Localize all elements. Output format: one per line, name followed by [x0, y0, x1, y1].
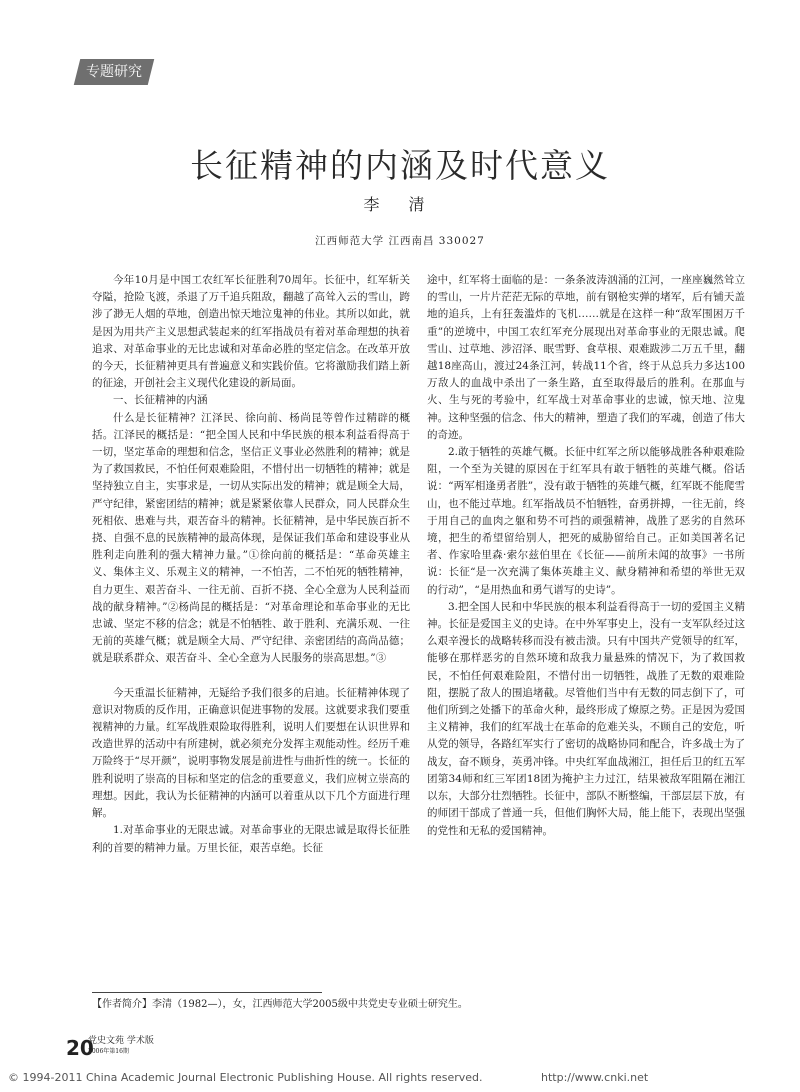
right-column — [427, 272, 745, 840]
journal-title: 党史文苑 — [88, 1036, 125, 1046]
footnote-divider — [92, 992, 322, 993]
paragraph: 3.把全国人民和中华民族的根本利益看得高于一切的爱国主义精神。长征是爱国主义的史诗。在中外军事史上，没有一支军队经过这么艰辛漫长的战略转移而没有被击溃。只有中国共产党领导的红军，能够在那样恶劣的自然环境和敌我力量悬殊的情况下，为了救国救民，不怕任何艰难险阻，不惜付出一切牺牲，战胜了无数的艰难险阻，摆脱了敌人的围追堵截。尽管他们当中有无数的同志倒下了，可他们所到之处播下的革命火种，最终形成了燎原之势。正是因为爱国主义精神，我们的红军战士在革命的危难关头，不顾自己的安危，听从党的领导，各路红军实行了密切的战略协同和配合，许多战士为了战友，奋不顾身，英勇冲锋。中央红军血战湘江，担任后卫的红五军团第34师和红三军团18团为掩护主力过江，结果被敌军阻隔在湘江以东，大部分壮烈牺牲。长征中，部队不断整编，干部层层下放，有的师团干部成了普通一兵，但他们胸怀大局，能上能下，表现出坚强的党性和无私的爱国精神。 — [427, 600, 745, 837]
paragraph: 什么是长征精神？江泽民、徐向前、杨尚昆等曾作过精辟的概括。江泽民的概括是：“把全国人民和中华民族的根本利益看得高于一切，坚定革命的理想和信念，坚信正义事业必然胜利的精神；就是为了救国救民，不怕任何艰难险阻，不惜付出一切牺牲的精神；就是坚持独立自主，实事求是，一切从实际出发的精神；就是顾全大局，严守纪律，紧密团结的精神；就是紧紧依靠人民群众，同人民群众生死相依、患难与共，艰苦奋斗的精神。长征精神，是中华民族百折不挠、自强不息的民族精神的最高体现，是保证我们革命和建设事业从胜利走向胜利的强大精神力量。”①徐向前的概括是：“革命英雄主义、集体主义、乐观主义的精神，一不怕苦，二不怕死的牺牲精神，自力更生、艰苦奋斗、一往无前、百折不挠、全心全意为人民利益而战的献身精神。”②杨尚昆的概括是：“对革命理论和革命事业的无比忠诚、坚定不移的信念；就是不怕牺牲、敢于胜利、充满乐观、一往无前的英雄气概；就是顾全大局、严守纪律、亲密团结的高尚品德；就是联系群众、艰苦奋斗、全心全意为人民服务的崇高思想。”③ — [92, 411, 410, 665]
left-column — [92, 272, 410, 857]
author-affiliation: 江西师范大学 江西南昌 330027 — [315, 235, 485, 247]
journal-edition: 学术版 — [126, 1036, 154, 1046]
article-author: 李 清 — [363, 195, 437, 214]
article-title: 长征精神的内涵及时代意义 — [190, 146, 610, 185]
website-link[interactable]: http://www.cnki.net — [541, 1071, 649, 1084]
paragraph: 1.对革命事业的无限忠诚。对革命事业的无限忠诚是取得长征胜利的首要的精神力量。万里长征，艰苦卓绝。长征 — [92, 824, 410, 854]
paragraph: 2.敢于牺牲的英雄气概。长征中红军之所以能够战胜各种艰难险阻，一个至为关键的原因在于红军具有敢于牺牲的英雄气概。俗话说：“两军相逢勇者胜”，没有敢于牺牲的英雄气概，红军既不能爬雪山，也不能过草地。红军指战员不怕牺牲，奋勇拼搏，一往无前，终于用自己的血肉之躯和势不可挡的顽强精神，战胜了恶劣的自然环境，把生的希望留给别人，把死的威胁留给自己。正如美国著名记者、作家哈里森·索尔兹伯里在《长征——前所未闻的故事》一书所说：长征“是一次充满了集体英雄主义、献身精神和希望的举世无双的行动”，“是用热血和勇气谱写的史诗”。 — [427, 446, 745, 596]
paragraph: 途中，红军将士面临的是：一条条波涛汹涌的江河，一座座巍然耸立的雪山，一片片茫茫无际的草地，前有钢枪实弹的堵军，后有铺天盖地的追兵，上有狂轰滥炸的飞机……就是在这样一种“敌军围困万千重”的逆境中，中国工农红军充分展现出对革命事业的无限忠诚。爬雪山、过草地、涉沼泽、眠雪野、食草根、艰难跋涉二万五千里，翻越18座高山，渡过24条江河，转战11个省，终于从总兵力多达100万敌人的血战中杀出了一条生路，直至取得最后的胜利。在那血与火、生与死的考验中，红军战士对革命事业的忠诚，惊天地、泣鬼神。这种坚强的信念、伟大的精神，塑造了我们的军魂，创造了伟大的奇迹。 — [427, 274, 745, 441]
copyright-notice: © 1994-2011 China Academic Journal Electronic Publishing House. All rights reserved. — [8, 1071, 483, 1084]
section-heading: 一、长征精神的内涵 — [113, 394, 208, 407]
page-number: 20 — [66, 1036, 94, 1060]
section-tag: 专题研究 — [74, 59, 154, 85]
paragraph: 今年10月是中国工农红军长征胜利70周年。长征中，红军斩关夺隘，抢险飞渡，杀退了万千追兵阻敌，翻越了高耸入云的雪山，跨涉了渺无人烟的草地，创造出惊天地泣鬼神的伟业。其所以如此，就是因为用共产主义思想武装起来的红军指战员有着对革命理想的执着追求、对革命事业的无比忠诚和对革命必胜的坚定信念。在改革开放的今天，长征精神更具有普遍意义和实践价值。它将激励我们踏上新的征途，开创社会主义现代化建设的新局面。 — [92, 274, 410, 390]
journal-name — [88, 1036, 154, 1057]
journal-issue: 2006年第16期 — [88, 1048, 129, 1055]
paragraph: 今天重温长征精神，无疑给予我们很多的启迪。长征精神体现了意识对物质的反作用，正确意识促进事物的发展。这就要求我们要重视精神的力量。红军战胜艰险取得胜利，说明人们要想在认识世界和改造世界的活动中有所建树，就必须充分发挥主观能动性。经历千难万险终于“尽开颜”，说明事物发展是前进性与曲折性的统一。长征的胜利说明了崇高的目标和坚定的信念的重要意义，我们应树立崇高的理想。因此，我认为长征精神的内涵可以着重从以下几个方面进行理解。 — [92, 686, 410, 820]
author-footnote: 【作者简介】李清（1982—），女，江西师范大学2005级中共党史专业硕士研究生。 — [92, 999, 468, 1010]
